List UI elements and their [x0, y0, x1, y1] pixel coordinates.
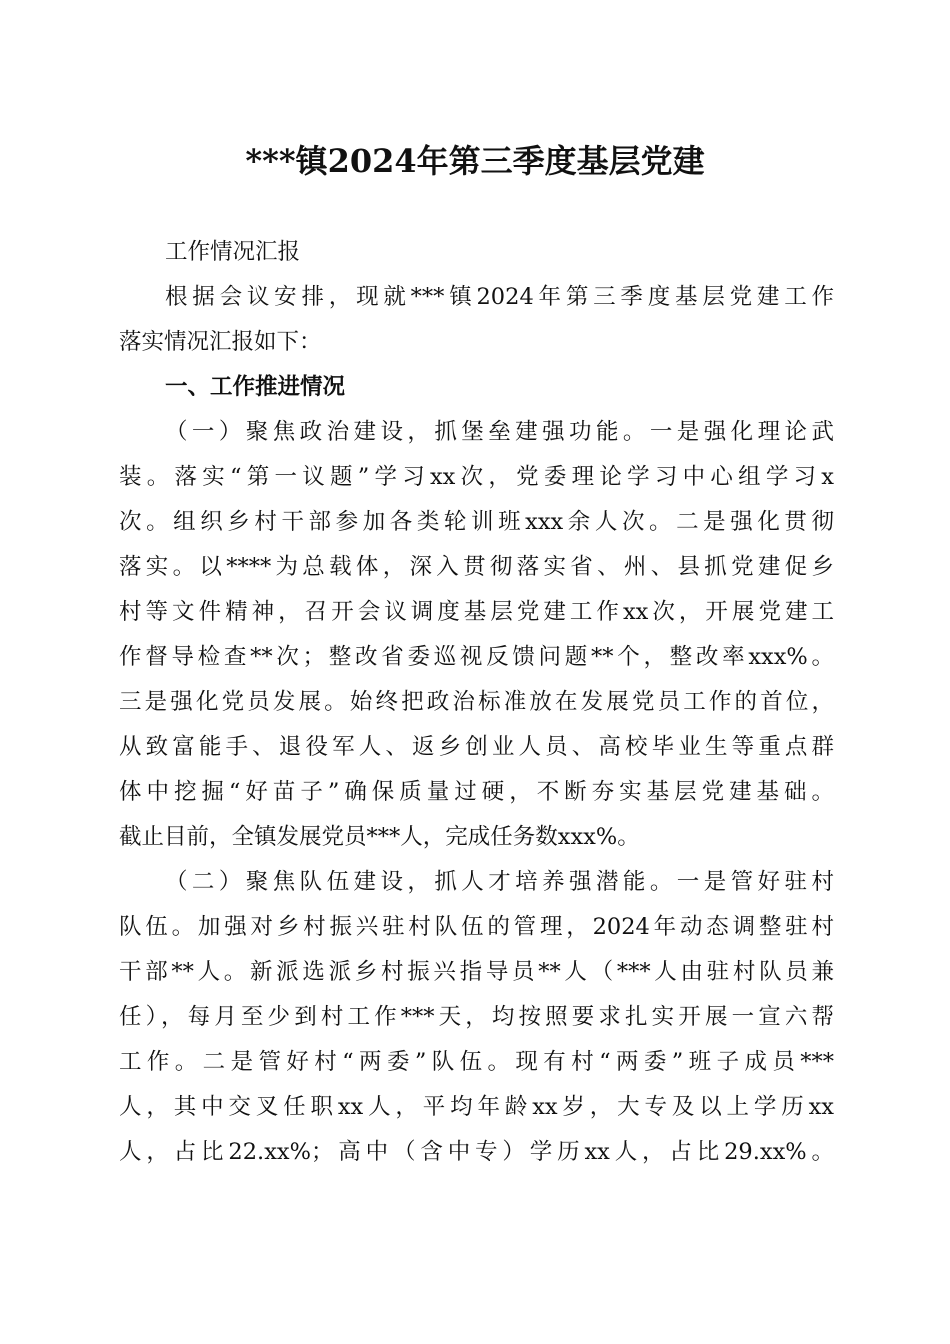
document-title: ***镇2024年第三季度基层党建: [245, 142, 705, 180]
paragraph-line: （二）聚焦队伍建设，抓人才培养强潜能。一是管好驻村: [165, 869, 834, 895]
paragraph-line: 作督导检查**次；整改省委巡视反馈问题**个，整改率xxx%。: [119, 644, 834, 670]
paragraph-line: 根据会议安排，现就***镇2024年第三季度基层党建工作: [165, 284, 834, 310]
paragraph-line: （一）聚焦政治建设，抓堡垒建强功能。一是强化理论武: [165, 419, 834, 445]
paragraph-line: 装。落实“第一议题”学习xx次，党委理论学习中心组学习x: [119, 464, 834, 490]
paragraph-line: 任），每月至少到村工作***天，均按照要求扎实开展一宣六帮: [119, 1004, 834, 1030]
paragraph-line: 三是强化党员发展。始终把政治标准放在发展党员工作的首位，: [119, 689, 834, 715]
paragraph-line: 人，其中交叉任职xx人，平均年龄xx岁，大专及以上学历xx: [119, 1094, 834, 1120]
paragraph-line: 截止目前，全镇发展党员***人，完成任务数xxx%。: [119, 824, 640, 850]
paragraph-line: 从致富能手、退役军人、返乡创业人员、高校毕业生等重点群: [119, 734, 834, 760]
paragraph-line: 队伍。加强对乡村振兴驻村队伍的管理，2024年动态调整驻村: [119, 914, 834, 940]
section-heading: 一、工作推进情况: [165, 374, 346, 400]
document-body: [119, 230, 834, 1175]
paragraph-line: 工作。二是管好村“两委”队伍。现有村“两委”班子成员***: [119, 1049, 834, 1075]
paragraph-line: 工作情况汇报: [165, 239, 301, 265]
paragraph-line: 次。组织乡村干部参加各类轮训班xxx余人次。二是强化贯彻: [119, 509, 834, 535]
paragraph-line: 人，占比22.xx%；高中（含中专）学历xx人，占比29.xx%。: [119, 1139, 834, 1165]
paragraph-line: 体中挖掘“好苗子”确保质量过硬，不断夯实基层党建基础。: [119, 779, 834, 805]
paragraph-line: 干部**人。新派选派乡村振兴指导员**人（***人由驻村队员兼: [119, 959, 834, 985]
paragraph-line: 落实。以****为总载体，深入贯彻落实省、州、县抓党建促乡: [119, 554, 834, 580]
paragraph-line: 村等文件精神，召开会议调度基层党建工作xx次，开展党建工: [119, 599, 834, 625]
paragraph-line: 落实情况汇报如下：: [119, 329, 322, 355]
